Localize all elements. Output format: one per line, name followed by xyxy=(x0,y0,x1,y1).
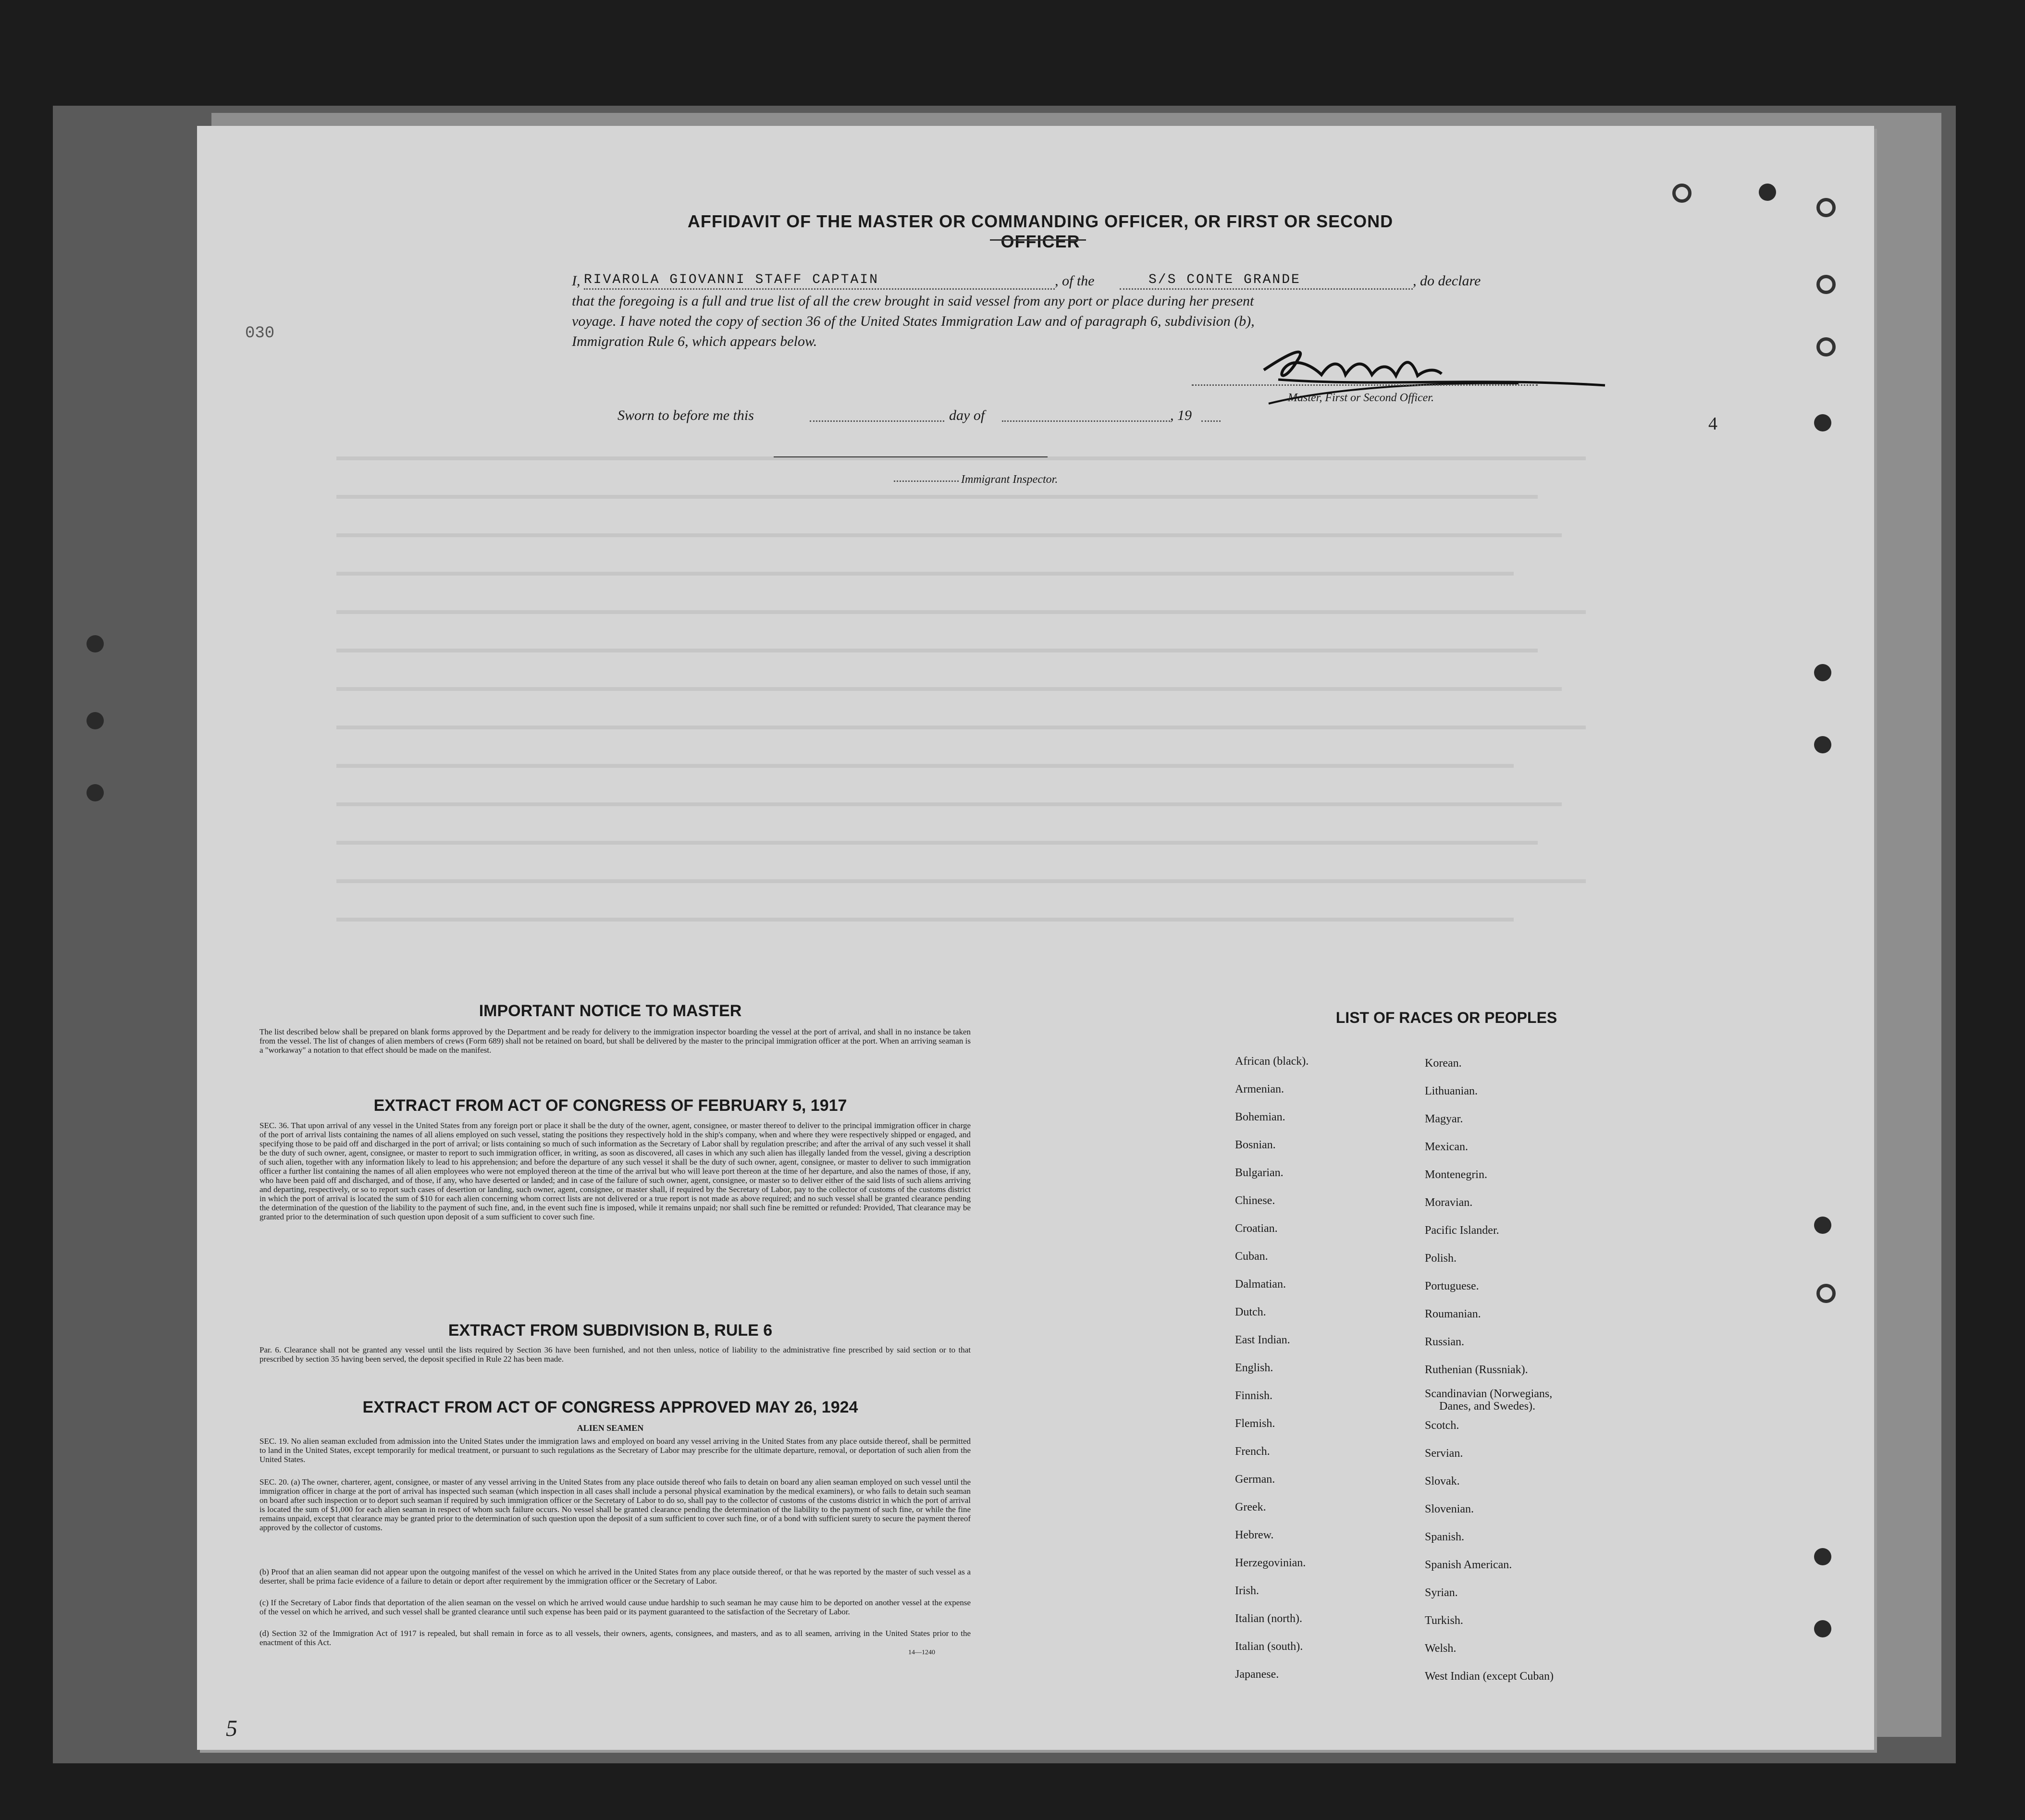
affidavit-title: AFFIDAVIT OF THE MASTER OR COMMANDING OFFICER, OR FIRST OR SECOND OFFICER xyxy=(687,211,1394,251)
race-item: Bosnian. xyxy=(1235,1139,1276,1151)
race-item: Chinese. xyxy=(1235,1194,1275,1207)
race-item: Servian. xyxy=(1425,1447,1463,1460)
sworn-day-line xyxy=(810,420,944,422)
extract-1924-sec20d: (d) Section 32 of the Immigration Act of 1917 is repealed, but shall remain in force as to all vessels, their owners, agents, consignees, and masters, and as to all seamen, arriving in the United States prior to the enactment of this Act. xyxy=(259,1629,971,1647)
extract-1924-sec19: SEC. 19. No alien seaman excluded from admission into the United States under the immigration laws and employed on board any vessel arriving in the United States from any place outside thereof, shall be permitted to land in the United States, except temporarily for medical treatment, or pursuant to such regulations as the Secretary of Labor may prescribe for the ultimate departure, removal, or deportation of such alien from the United States. xyxy=(259,1437,971,1464)
binder-hole xyxy=(1672,184,1692,203)
inspector-signature-line xyxy=(774,456,1048,457)
race-item: Greek. xyxy=(1235,1501,1266,1513)
sworn-month-line xyxy=(1002,420,1170,422)
race-item: Spanish American. xyxy=(1425,1559,1512,1571)
vessel-name: S/S CONTE GRANDE xyxy=(1148,272,1301,287)
extract-1917-body: SEC. 36. That upon arrival of any vessel in the United States from any foreign port or place it shall be the duty of the owner, agent, consignee, or master thereof to deliver to the principal immigration officer in charge of the port of arrival lists containing the names of all aliens employed on such vessel, stating the positions they respectively hold in the ship's company, when and where they were respectively shipped or engaged, and specifying those to be paid off and discharged in the port of arrival; or lists containing so much of such information as the Secretary of Labor shall by regulation prescribe; and after the arrival of any such vessel it shall be the duty of such owner, agent, consignee, or master to report to such immigration officer, in writing, as soon as discovered, all cases in which any such alien has illegally landed from the vessel, giving a description of such alien, together with any information likely to lead to his apprehension; and before the departure of any such vessel it shall be the duty of such owner, agent, consignee, or master to deliver to such immigration officer a further list containing the names of all alien employees who were not employed thereon at the time of the arrival but who will leave port thereon at the time of her departure, and also the names of those, if any, who have been paid off and discharged, and of those, if any, who have deserted or landed; and in case of the failure of such owner, agent, consignee, or master so to deliver either of the said lists of such aliens arriving and departing, respectively, or so to report such cases of desertion or landing, such owner, agent, consignee, or master shall, if required by the Secretary of Labor, pay to the collector of customs of the customs district in which the port of arrival is located the sum of $10 for each alien concerning whom correct lists are not delivered or a true report is not made as above required; and no such vessel shall be granted clearance pending the determination of the question of the liability to the payment of such fine, and, in the event such fine is imposed, while it remains unpaid; nor shall such fine be remitted or refunded: Provided, That clearance may be granted prior to the determination of such question upon deposit of a sum sufficient to cover such fine. xyxy=(259,1121,971,1221)
race-item: Irish. xyxy=(1235,1585,1259,1597)
sworn-year-line xyxy=(1201,420,1221,422)
binder-hole xyxy=(1814,736,1831,753)
race-item: Dutch. xyxy=(1235,1306,1266,1318)
race-item: African (black). xyxy=(1235,1055,1309,1068)
race-item: Roumanian. xyxy=(1425,1308,1481,1320)
race-item: East Indian. xyxy=(1235,1334,1290,1346)
race-item: Ruthenian (Russniak). xyxy=(1425,1364,1528,1376)
race-item: Mexican. xyxy=(1425,1141,1468,1153)
race-item: Portuguese. xyxy=(1425,1280,1479,1292)
race-item: Italian (north). xyxy=(1235,1612,1302,1625)
affidavit-line3: voyage. I have noted the copy of section 36 of the United States Immigration Law and of paragraph 6, subdivision (b), xyxy=(572,313,1255,329)
race-item: Montenegrin. xyxy=(1425,1168,1487,1181)
inspector-caption: Immigrant Inspector. xyxy=(961,473,1058,486)
race-item: Lithuanian. xyxy=(1425,1085,1478,1097)
race-item: Flemish. xyxy=(1235,1417,1275,1430)
binder-hole xyxy=(1816,198,1836,217)
officer-name: RIVAROLA GIOVANNI STAFF CAPTAIN xyxy=(584,272,879,287)
race-item: Scandinavian (Norwegians, xyxy=(1425,1388,1553,1400)
signature-line xyxy=(1192,384,1538,386)
race-item: Hebrew. xyxy=(1235,1529,1274,1541)
race-item: Magyar. xyxy=(1425,1113,1463,1125)
extract-1924-sec20b: (b) Proof that an alien seaman did not appear upon the outgoing manifest of the vessel on which he arrived in the United States from any place outside thereof, or that he was reported by the master of such vessel as a deserter, shall be prima facie evidence of a failure to detain or deport after requirement by the immigration officer or the Secretary of Labor. xyxy=(259,1567,971,1586)
notice-title: IMPORTANT NOTICE TO MASTER xyxy=(479,1002,742,1020)
binder-hole xyxy=(86,784,104,801)
extract-1924-sec20c: (c) If the Secretary of Labor finds that deportation of the alien seaman on the vessel on which he arrived would cause undue hardship to such seaman he may cause him to be deported on another vessel at the expense of the vessel on which he arrived, and such vessel shall be granted clearance until such expense has been paid or its payment guaranteed to the satisfaction of the Secretary of Labor. xyxy=(259,1598,971,1616)
signature-caption: Master, First or Second Officer. xyxy=(1288,392,1434,404)
race-item: Polish. xyxy=(1425,1252,1457,1265)
binder-hole xyxy=(1814,1217,1831,1234)
margin-handwritten-mark: 5 xyxy=(226,1716,237,1741)
binder-hole xyxy=(86,712,104,729)
extract-rule6-title: EXTRACT FROM SUBDIVISION B, RULE 6 xyxy=(448,1321,773,1340)
race-item: Armenian. xyxy=(1235,1083,1284,1095)
race-item: Dalmatian. xyxy=(1235,1278,1286,1291)
binder-hole xyxy=(1816,1284,1836,1303)
race-item: English. xyxy=(1235,1362,1273,1374)
extract-1924-title: EXTRACT FROM ACT OF CONGRESS APPROVED MAY 26, 1924 xyxy=(362,1398,858,1416)
race-item: Bulgarian. xyxy=(1235,1167,1284,1179)
race-item: Pacific Islander. xyxy=(1425,1224,1499,1237)
race-item: Welsh. xyxy=(1425,1642,1457,1655)
affidavit-line4: Immigration Rule 6, which appears below. xyxy=(572,333,817,349)
race-item: Spanish. xyxy=(1425,1531,1465,1543)
extract-1917-title: EXTRACT FROM ACT OF CONGRESS OF FEBRUARY 5, 1917 xyxy=(373,1096,847,1115)
race-item: Italian (south). xyxy=(1235,1640,1303,1653)
affidavit-line1-prefix: I, xyxy=(572,273,580,289)
binder-hole xyxy=(1816,275,1836,294)
officer-name-line xyxy=(584,288,1055,290)
race-item: German. xyxy=(1235,1473,1275,1486)
affidavit-do-declare: , do declare xyxy=(1413,273,1481,289)
races-title: LIST OF RACES OR PEOPLES xyxy=(1335,1009,1557,1026)
race-item: West Indian (except Cuban) xyxy=(1425,1670,1554,1683)
binder-hole xyxy=(1814,664,1831,681)
race-item: Moravian. xyxy=(1425,1196,1473,1209)
extract-1924-sec20: SEC. 20. (a) The owner, charterer, agent, consignee, or master of any vessel arriving in the United States from any place outside thereof who fails to detain on board any alien seaman employed on such vessel until the immigration officer in charge at the port of arrival has inspected such seaman (which inspection in all cases shall include a personal physical examination by the medical examiners), or who fails to detain such seaman on board after such inspection or to deport such seaman if required by such immigration officer or the Secretary of Labor to do so, shall pay to the collector of customs of the customs district in which the port of arrival is located the sum of $1,000 for each alien seaman in respect of whom such failure occurs. No vessel shall be granted clearance pending the determination of the liability to the payment of such fine, or while the fine remains unpaid, except that clearance may be granted prior to the determination of such question upon the deposit of a sum sufficient to cover such fine, or of a bond with sufficient surety to secure the payment thereof approved by the collector of customs. xyxy=(259,1477,971,1532)
race-item: Cuban. xyxy=(1235,1250,1268,1263)
race-item: Russian. xyxy=(1425,1336,1465,1348)
race-item: Korean. xyxy=(1425,1057,1462,1070)
margin-number: 030 xyxy=(245,324,275,343)
affidavit-line2: that the foregoing is a full and true list of all the crew brought in said vessel from any port or place during her present xyxy=(572,293,1254,309)
race-item: Herzegovinian. xyxy=(1235,1557,1306,1569)
notice-body: The list described below shall be prepared on blank forms approved by the Department and be ready for delivery to the immigration inspector boarding the vessel at the port of arrival, and shall in no instance be taken from the vessel. The list of changes of alien members of crews (Form 689) shall not be retained on board, but shall be delivered by the master to the principal immigration officer at the port. When an arriving seaman is a "workaway" a notation to that effect should be made on the manifest. xyxy=(259,1027,971,1055)
extract-rule6-body: Par. 6. Clearance shall not be granted any vessel until the lists required by Section 36 have been furnished, and not then unless, notice of liability to the administrative fine prescribed by said section or to that prescribed by section 35 having been served, the deposit specified in Rule 22 has been made. xyxy=(259,1345,971,1364)
binder-hole xyxy=(1816,337,1836,357)
race-item: Slovenian. xyxy=(1425,1503,1474,1515)
sworn-prefix: Sworn to before me this xyxy=(617,407,754,423)
race-item: Japanese. xyxy=(1235,1668,1279,1681)
sworn-year-prefix: , 19 xyxy=(1170,407,1192,423)
inspector-dotted-line xyxy=(894,480,959,482)
officer-signature xyxy=(1182,332,1615,418)
binder-hole xyxy=(1814,414,1831,431)
affidavit-of-the: , of the xyxy=(1055,273,1095,289)
race-item: Slovak. xyxy=(1425,1475,1460,1488)
margin-handwritten-digit: 4 xyxy=(1708,414,1717,434)
form-number: 14—1240 xyxy=(908,1649,935,1656)
title-underline xyxy=(990,239,1086,241)
race-item: Turkish. xyxy=(1425,1614,1463,1627)
extract-1924-subtitle: ALIEN SEAMEN xyxy=(577,1423,644,1433)
binder-hole xyxy=(1814,1620,1831,1637)
vessel-name-line xyxy=(1120,288,1413,290)
race-item: French. xyxy=(1235,1445,1270,1458)
race-item: Danes, and Swedes). xyxy=(1439,1400,1535,1413)
binder-hole xyxy=(1814,1548,1831,1565)
race-item: Finnish. xyxy=(1235,1390,1273,1402)
race-item: Bohemian. xyxy=(1235,1111,1285,1123)
race-item: Croatian. xyxy=(1235,1222,1278,1235)
race-item: Scotch. xyxy=(1425,1419,1459,1432)
sworn-day-of: day of xyxy=(949,407,985,423)
binder-hole xyxy=(86,635,104,652)
race-item: Syrian. xyxy=(1425,1586,1458,1599)
binder-hole xyxy=(1759,184,1776,201)
